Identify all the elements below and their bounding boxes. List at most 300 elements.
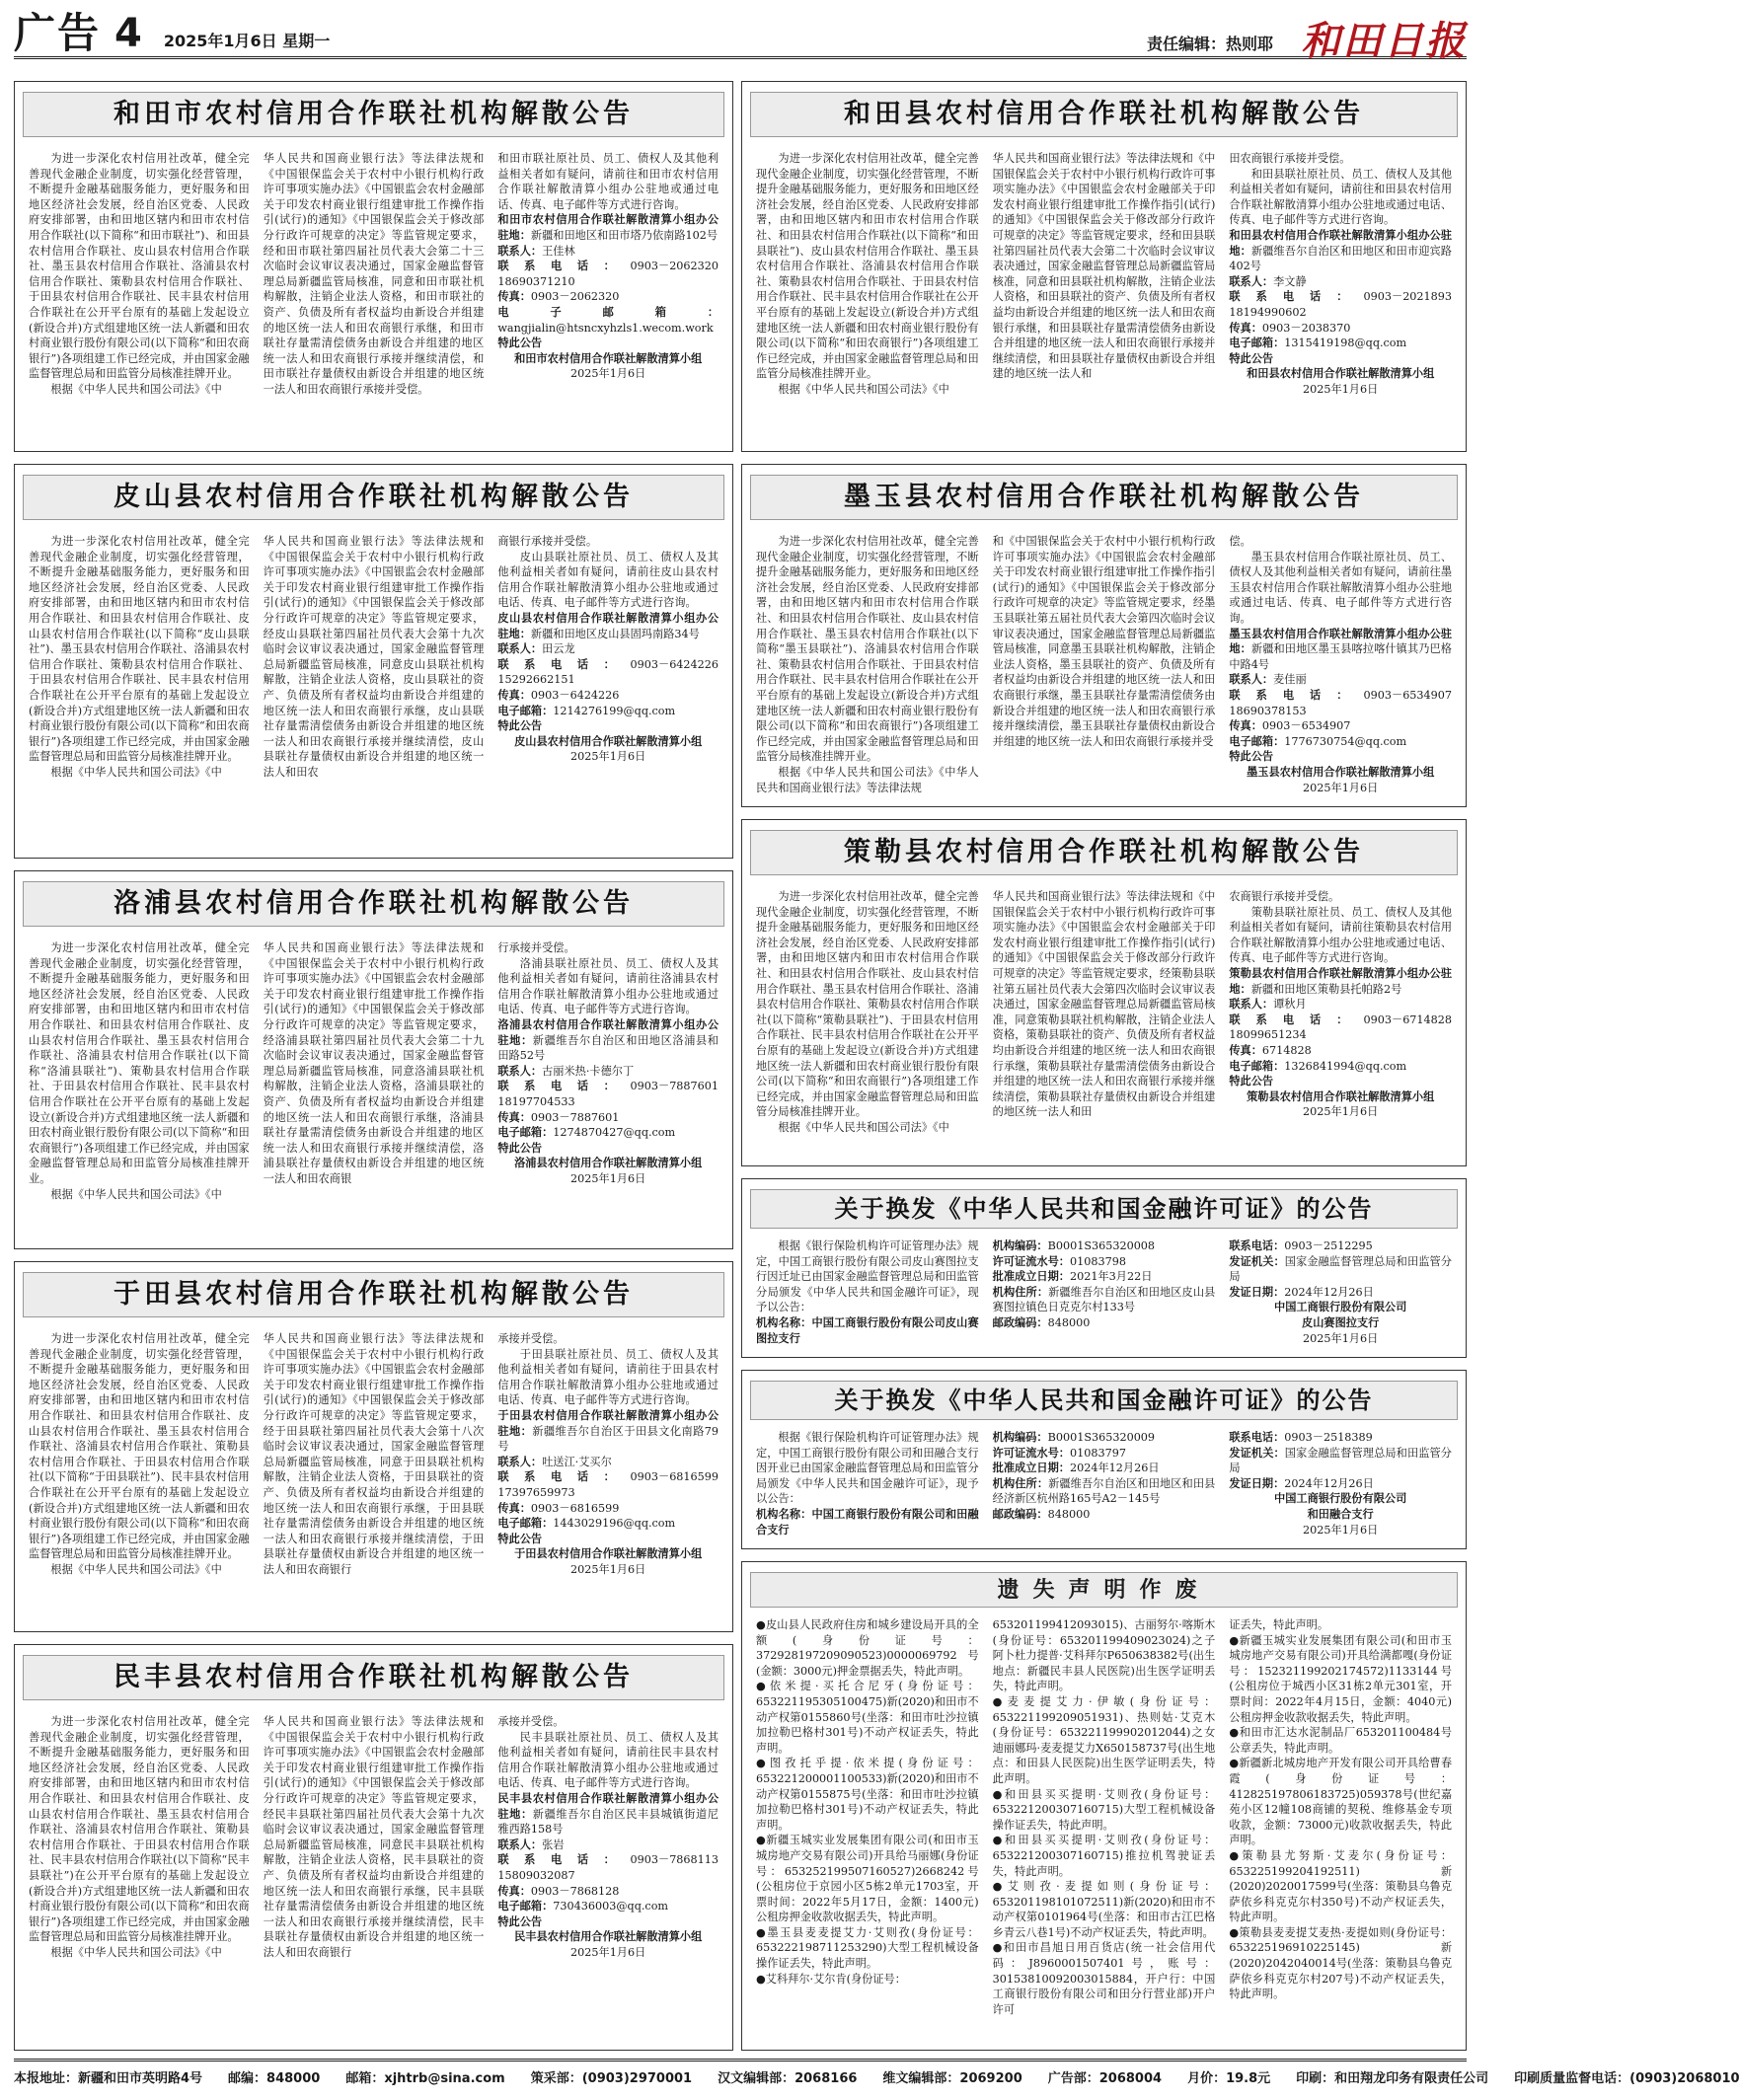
lost-notice-item: ●和田县买买提明·艾则孜(身份证号：653221200307160715)大型工程机械设备操作证丢失，特此声明。	[992, 1787, 1216, 1832]
license-field-value: 新疆维吾尔自治区和田地区和田县经济新区杭州路165号A2－145号	[992, 1476, 1216, 1506]
lost-title: 遗失声明作废	[750, 1572, 1458, 1608]
license-field-value: 2024年12月26日	[1070, 1462, 1160, 1475]
page-header	[14, 9, 1467, 64]
license-field	[993, 1238, 1216, 1254]
contact-line	[497, 1064, 719, 1080]
contact-line	[497, 305, 719, 336]
contact-line	[497, 336, 719, 351]
contact-key: 联系电话：	[497, 1079, 631, 1093]
footer-item: 印刷：和田翔龙印务有限责任公司	[1296, 2071, 1489, 2086]
announcement-paragraph: 根据《中华人民共和国公司法》《中	[50, 1187, 222, 1201]
announcement-column	[756, 151, 979, 441]
announcement-title: 和田县农村信用合作联社机构解散公告	[750, 92, 1458, 137]
contact-key: 特此公告	[497, 1140, 543, 1155]
newspaper-logo: 和田日报	[1301, 18, 1467, 64]
contact-key: 传真：	[1229, 718, 1262, 733]
contact-line	[1229, 687, 1475, 718]
contact-key: 电子邮箱：	[1229, 1058, 1285, 1073]
lost-notice-item: ●新疆玉城实业发展集团有限公司(和田市玉城房地产交易有限公司)开具给满都嘎(身份证号：152321199202174572)1133144号(公租房位于城西小区31栋2单元301室，开票时间：2022年4月15日，金额：4040元)公租房押金收款收据丢失，特此声明。	[1229, 1633, 1453, 1724]
announcement-paragraph: 商银行承接并受偿。	[497, 535, 598, 548]
contact-key: 墨玉县农村信用合作联社解散清算小组办公驻地：	[1229, 626, 1453, 656]
announcement-title: 于田县农村信用合作联社机构解散公告	[23, 1272, 724, 1317]
contact-value: 1214276199@qq.com	[553, 704, 676, 717]
license-1-intro: 根据《银行保险机构许可证管理办法》规定，中国工商银行股份有限公司皮山赛图拉支行因迁址已由国家金融监督管理总局和田监管分局颁发《中华人民共和国金融许可证》，现予以公告：	[756, 1239, 979, 1314]
announcement-paragraph: 华人民共和国商业银行法》等法律法规和《中国银保监会关于农村中小银行机构行政许可事项实施办法》《中国银监会农村金融部关于印发农村商业银行组建审批工作操作指引(试行)的通知》《中国银保监会关于修改部分行政许可规章的决定》等监管规定要求，经皮山县联社第四届社员代表大会第十九次临时会议审议表决通过，国家金融监督管理总局新疆监管局核准，同意皮山县联社机构解散，注销企业法人资格，皮山县联社的资产、负债及所有者权益均由新设合并组建的地区统一法人和田农商银行承继，皮山县联社存量需清偿债务由新设合并组建的地区统一法人和田农商银行承接并继续清偿，皮山县联社存量债权由新设合并组建的地区统一法人和田农	[263, 535, 485, 779]
contact-line	[1229, 321, 1452, 337]
footer-item: 印刷质量监督电话：(0903)2068010	[1514, 2071, 1740, 2086]
license-field-value: 848000	[1047, 1315, 1091, 1329]
license-field-key: 联系电话：	[1229, 1238, 1285, 1252]
license-field-key: 发证日期：	[1229, 1475, 1285, 1490]
lost-notice-item: ●和田市汇达水泥制品厂653201100484号公章丢失，特此声明。	[1229, 1726, 1453, 1755]
license-1-org-name: 机构名称：中国工商银行股份有限公司皮山赛图拉支行	[756, 1314, 979, 1345]
contact-line	[497, 1017, 719, 1064]
announcement-paragraph: 为进一步深化农村信用社改革，健全完善现代金融企业制度，切实强化经营管理，不断提升金融基础服务能力，更好服务和田地区经济社会发展，经自治区党委、人民政府安排部署，由和田地区辖内和田市农村信用合作联社、和田县农村信用合作联社、皮山县农村信用合作联社、墨玉县农村信用合作联社、洛浦县农村信用合作联社、策勒县农村信用合作联社(以下简称“策勒县联社”)、于田县农村信用合作联社、民丰县农村信用合作联社在公开平台原有的基础上发起设立(新设合并)方式组建地区统一法人新疆和田农村商业银行股份有限公司(以下简称“和田农商银行”)各项组建工作已经完成，并由国家金融监督管理总局和田监管分局核准挂牌开业。	[756, 890, 979, 1119]
signature: 墨玉县农村信用合作联社解散清算小组	[1247, 764, 1435, 779]
announcement-paragraph: 为进一步深化农村信用社改革，健全完善现代金融企业制度，切实强化经营管理，不断提升金融基础服务能力，更好服务和田地区经济社会发展，经自治区党委、人民政府安排部署，由和田地区辖内和田市农村信用合作联社、和田县农村信用合作联社、皮山县农村信用合作联社、墨玉县农村信用合作联社、洛浦县农村信用合作联社、策勒县农村信用合作联社、于田县农村信用合作联社(以下简称“于田县联社”)、民丰县农村信用合作联社在公开平台原有的基础上发起设立(新设合并)方式组建地区统一法人新疆和田农村商业银行股份有限公司(以下简称“和田农商银行”)各项组建工作已经完成，并由国家金融监督管理总局和田监管分局核准挂牌开业。	[29, 1332, 250, 1561]
license-field-key: 批准成立日期：	[992, 1269, 1070, 1284]
contact-key: 电子邮箱：	[497, 1899, 554, 1913]
announcement-moyu	[741, 464, 1475, 807]
lost-notice-item: ●麦麦提艾力·伊敏(身份证号：653221199209051931)、热则姑·艾克木(身份证号：653221199902012044)之女迪丽娜玛·麦麦提艾力X650158737号(出生地点：和田县人民医院)出生医学证明丢失，特此声明。	[992, 1694, 1216, 1785]
announcement-paragraph: 为进一步深化农村信用社改革，健全完善现代金融企业制度，切实强化经营管理，不断提升金融基础服务能力，更好服务和田地区经济社会发展，经自治区党委、人民政府安排部署，由和田地区辖内和田市农村信用合作联社、和田县农村信用合作联社、皮山县农村信用合作联社、墨玉县农村信用合作联社、洛浦县农村信用合作联社(以下简称“洛浦县联社”)、策勒县农村信用合作联社、于田县农村信用合作联社、民丰县农村信用合作联社在公开平台原有的基础上发起设立(新设合并)方式组建地区统一法人新疆和田农村商业银行股份有限公司(以下简称“和田农商银行”)各项组建工作已经完成，并由国家金融监督管理总局和田监管分局核准挂牌开业。	[29, 941, 250, 1185]
contact-line	[1229, 672, 1452, 688]
announcement-column	[29, 1331, 250, 1621]
announcement-column	[497, 151, 741, 441]
footer-item: 策采部：(0903)2970001	[530, 2071, 693, 2086]
contact-value: 1443029196@qq.com	[553, 1517, 676, 1531]
announcement-paragraph: 墨玉县农村信用合作联社原社员、员工、债权人及其他利益相关者如有疑问，请前往墨玉县农村信用合作联社解散清算小组办公驻地或通过电话、传真、电子邮件等方式进行咨询。	[1229, 550, 1453, 625]
contact-line	[497, 289, 719, 305]
license-field-value: 0903－2518389	[1284, 1431, 1373, 1444]
contact-value: 0903－7868113 15809032087	[497, 1853, 741, 1882]
announcement-date: 2025年1月6日	[570, 1171, 646, 1185]
contact-key: 特此公告	[497, 1913, 543, 1928]
license-2-col3-list	[1229, 1430, 1452, 1491]
contact-key: 联系人：	[497, 641, 543, 656]
announcement-paragraph: 偿。	[1229, 535, 1251, 548]
license-2-date: 2025年1月6日	[1303, 1523, 1379, 1537]
announcement-column	[993, 889, 1216, 1156]
announcement-column	[29, 1714, 250, 2040]
license-field-value: 2024年12月26日	[1284, 1476, 1374, 1490]
contact-key: 联系电话：	[497, 1852, 631, 1867]
announcement-paragraph: 根据《中华人民共和国公司法》《中	[50, 1562, 222, 1576]
announcement-paragraph: 于田县联社原社员、员工、债权人及其他利益相关者如有疑问，请前往于田县农村信用合作联社解散清算小组办公驻地或通过电话、传真、电子邮件等方式进行咨询。	[497, 1347, 719, 1407]
contact-line	[497, 688, 719, 704]
announcement-yutian	[14, 1261, 741, 1632]
contact-line	[497, 1884, 719, 1900]
announcement-date: 2025年1月6日	[570, 1562, 646, 1576]
license-field	[1229, 1238, 1452, 1254]
contact-value: 0903－6424226	[530, 688, 620, 702]
license-field	[1229, 1430, 1452, 1446]
announcement-paragraph: 华人民共和国商业银行法》等法律法规和《中国银保监会关于农村中小银行机构行政许可事项实施办法》《中国银监会农村金融部关于印发农村商业银行组建审批工作操作指引(试行)的通知》《中国银保监会关于修改部分行政许可规章的决定》等监管规定要求，经洛浦县联社第四届社员代表大会第二十九次临时会议审议表决通过，国家金融监督管理总局新疆监管局核准，同意洛浦县联社机构解散，注销企业法人资格，洛浦县联社的资产、负债及所有者权益均由新设合并组建的地区统一法人和田农商银行承继，洛浦县联社存量需清偿债务由新设合并组建的地区统一法人和田农商银行承接并继续清偿，洛浦县联社存量债权由新设合并组建的地区统一法人和田农商银	[263, 941, 485, 1185]
license-field-key: 许可证流水号：	[992, 1253, 1070, 1268]
lost-col3	[1229, 1617, 1452, 2040]
announcement-title: 墨玉县农村信用合作联社机构解散公告	[750, 475, 1458, 520]
contact-line	[1229, 627, 1452, 673]
contact-key: 联系电话：	[1229, 687, 1364, 702]
announcement-paragraph: 华人民共和国商业银行法》等法律法规和《中国银保监会关于农村中小银行机构行政许可事项实施办法》《中国银监会农村金融部关于印发农村商业银行组建审批工作操作指引(试行)的通知》《中国银保监会关于修改部分行政许可规章的决定》等监管规定要求，经民丰县联社第四届社员代表大会第十九次临时会议审议表决通过，国家金融监督管理总局新疆监管局核准，同意民丰县联社机构解散，注销企业法人资格，民丰县联社的资产、负债及所有者权益均由新设合并组建的地区统一法人和田农商银行承继，民丰县联社存量需清偿债务由新设合并组建的地区统一法人和田农商银行承接并继续清偿，民丰县联社存量债权由新设合并组建的地区统一法人和田农商银行	[263, 1715, 485, 1959]
footer-item: 月价：19.8元	[1187, 2071, 1271, 2086]
responsible-editor: 责任编辑：热则耶	[1146, 35, 1273, 53]
announcement-paragraph: 为进一步深化农村信用社改革，健全完善现代金融企业制度，切实强化经营管理，不断提升金融基础服务能力，更好服务和田地区经济社会发展，经自治区党委、人民政府安排部署，由和田地区辖内和田市农村信用合作联社、和田县农村信用合作联社、皮山县农村信用合作联社、墨玉县农村信用合作联社、洛浦县农村信用合作联社、策勒县农村信用合作联社、于田县农村信用合作联社、民丰县农村信用合作联社(以下简称“民丰县联社”)在公开平台原有的基础上发起设立(新设合并)方式组建地区统一法人新疆和田农村商业银行股份有限公司(以下简称“和田农商银行”)各项组建工作已经完成，并由国家金融监督管理总局和田监管分局核准挂牌开业。	[29, 1715, 250, 1944]
contact-value: 0903－6534907	[1261, 719, 1351, 733]
contact-value: 1315419198@qq.com	[1284, 337, 1407, 350]
license-field-key: 邮政编码：	[992, 1506, 1048, 1521]
contact-value: 麦佳丽	[1273, 673, 1307, 687]
contact-line	[497, 259, 741, 289]
announcement-paragraph: 承接并受偿。	[497, 1715, 565, 1728]
contact-value: 0903－6816599	[530, 1501, 620, 1515]
contact-key: 和田市农村信用合作联社解散清算小组办公驻地：	[497, 212, 719, 242]
contact-line	[1229, 274, 1452, 290]
footer-item: 汉文编辑部：2068166	[718, 2071, 858, 2086]
contact-key: 电子邮箱：	[497, 304, 719, 319]
license-2-intro: 根据《银行保险机构许可证管理办法》规定，中国工商银行股份有限公司和田融合支行因开业已由国家金融监督管理总局和田监管分局颁发《中华人民共和国金融许可证》，现予以公告：	[756, 1431, 979, 1506]
contact-line	[1229, 1074, 1452, 1089]
contact-key: 民丰县农村信用合作联社解散清算小组办公驻地：	[497, 1790, 719, 1821]
contact-value: 1776730754@qq.com	[1284, 734, 1407, 748]
announcement-column	[29, 940, 250, 1238]
page-footer	[14, 2059, 1740, 2086]
contact-key: 特此公告	[1229, 1074, 1274, 1088]
contact-value: 0903－7868128	[530, 1884, 620, 1898]
contact-key: 联系电话：	[1229, 1012, 1364, 1026]
announcement-paragraph: 行承接并受偿。	[497, 941, 575, 954]
contact-value: 新疆维吾尔自治区和田地区洛浦县和田路52号	[497, 1033, 719, 1063]
contact-line	[1229, 1043, 1452, 1059]
license-field-value: B0001S365320008	[1047, 1239, 1156, 1252]
license-2-col2	[993, 1430, 1216, 1538]
license-field	[993, 1254, 1216, 1270]
announcement-paragraph: 华人民共和国商业银行法》等法律法规和《中国银保监会关于农村中小银行机构行政许可事项实施办法》《中国银监会农村金融部关于印发农村商业银行组建审批工作操作指引(试行)的通知》《中国银保监会关于修改部分行政许可规章的决定》等监管规定要求，经和田市联社第四届社员代表大会第二十三次临时会议审议表决通过，国家金融监督管理总局新疆监管局核准，同意和田市联社机构解散，注销企业法人资格，和田市联社的资产、负债及所有者权益均由新设合并组建的地区统一法人和田农商银行承继，和田市联社存量需清偿债务由新设合并组建的地区统一法人和田农商银行承接并继续清偿，和田市联社存量债权由新设合并组建的地区统一法人和田农商银行承接并受偿。	[263, 152, 485, 396]
announcement-paragraph: 策勒县联社原社员、员工、债权人及其他利益相关者如有疑问，请前往策勒县农村信用合作联社解散清算小组办公驻地或通过电话、传真、电子邮件等方式进行咨询。	[1229, 905, 1453, 965]
contact-key: 特此公告	[1229, 749, 1274, 764]
contact-line	[497, 1838, 719, 1853]
contact-line	[1229, 336, 1452, 351]
contact-value: 新疆和田地区墨玉县喀拉喀什镇其乃巴格中路4号	[1229, 642, 1452, 671]
contact-value: 0903－7887601 18197704533	[497, 1080, 741, 1108]
announcement-luopu	[14, 870, 741, 1249]
contact-value: 古丽米热·卡德尔丁	[542, 1064, 635, 1078]
contact-key: 特此公告	[497, 336, 543, 350]
signature: 洛浦县农村信用合作联社解散清算小组	[514, 1156, 703, 1170]
contact-key: 联系人：	[497, 243, 543, 258]
contact-line	[1229, 734, 1452, 750]
license-field	[1229, 1285, 1452, 1301]
lost-notice-item: ●新疆玉城实业发展集团有限公司(和田市玉城房地产交易有限公司)开具给马丽娜(身份证号：653252199507160527)2668242号(公租房位于京园小区5栋2单元1703室，开票时间：2022年5月17日，金额：1400元)公租房押金收款收据丢失，特此声明。	[756, 1834, 979, 1924]
contact-key: 联系电话：	[497, 656, 631, 671]
contact-line	[497, 1455, 719, 1470]
license-1-col1	[756, 1238, 979, 1347]
announcement-paragraph: 民丰县联社原社员、员工、债权人及其他利益相关者如有疑问，请前往民丰县农村信用合作联社解散清算小组办公驻地或通过电话、传真、电子邮件等方式进行咨询。	[497, 1730, 719, 1790]
contact-line	[497, 704, 719, 719]
contact-value: 6714828	[1261, 1043, 1312, 1057]
license-field-key: 邮政编码：	[992, 1314, 1048, 1329]
contact-key: 电子邮箱：	[497, 703, 554, 717]
contact-line	[1229, 749, 1452, 765]
section-title: 广告	[14, 9, 102, 57]
announcement-title: 策勒县农村信用合作联社机构解散公告	[750, 830, 1458, 875]
announcement-date: 2025年1月6日	[570, 367, 646, 381]
lost-notice-item: 653201199412093015)、古丽努尔·喀斯木(身份证号：653201199409023024)之子阿卜杜力提普·艾科拜尔P650638382号(出生地点：新疆民丰县人民医院)出生医学证明丢失，特此声明。	[992, 1618, 1216, 1693]
announcement-column	[264, 151, 485, 441]
contact-line	[497, 1852, 741, 1883]
announcement-column	[497, 534, 741, 848]
contact-line	[497, 718, 719, 734]
lost-notice-item: ●墨玉县麦麦提艾力·艾则孜(身份证号：653222198711253290)大型工程机械设备操作证丢失，特此声明。	[756, 1925, 979, 1971]
announcement-paragraph: 承接并受偿。	[497, 1332, 565, 1345]
license-1-sign1: 中国工商银行股份有限公司	[1274, 1300, 1407, 1314]
contact-key: 传真：	[1229, 320, 1262, 335]
license-field	[993, 1446, 1216, 1462]
signature: 民丰县农村信用合作联社解散清算小组	[514, 1929, 703, 1944]
announcement-column	[497, 1714, 741, 2040]
announcement-column	[29, 534, 250, 848]
signature: 策勒县农村信用合作联社解散清算小组	[1247, 1088, 1435, 1103]
contact-key: 联系人：	[497, 1837, 543, 1851]
license-field-value: 848000	[1047, 1507, 1091, 1521]
license-field	[1229, 1446, 1452, 1476]
footer-item: 邮箱：xjhtrb@sina.com	[345, 2071, 505, 2086]
lost-notice-item: ●新疆新北城房地产开发有限公司开具给曹春霞(身份证号：412825197806183725)059378号(世纪嘉苑小区12幢108商铺的契税、维修基金专项收款，金额：73000元)收款收据丢失，特此声明。	[1229, 1757, 1453, 1847]
page-number: 4	[114, 11, 142, 56]
lost-notice-item: ●艾科拜尔·艾尔肯(身份证号：	[756, 1972, 906, 1986]
announcement-pishan	[14, 464, 741, 859]
contact-line	[497, 611, 719, 641]
contact-key: 联系人：	[1229, 273, 1274, 288]
footer-item: 维文编辑部：2069200	[882, 2071, 1022, 2086]
announcement-cele	[741, 819, 1475, 1166]
contact-value: 王佳林	[542, 244, 575, 258]
license-field	[993, 1285, 1216, 1315]
lost-notice-item: 证丢失，特此声明。	[1229, 1618, 1329, 1631]
announcement-date: 2025年1月6日	[570, 750, 646, 764]
license-1-sign2: 皮山赛图拉支行	[1302, 1314, 1380, 1329]
contact-line	[1229, 718, 1452, 734]
license-field-key: 批准成立日期：	[992, 1461, 1070, 1475]
contact-line	[497, 1125, 719, 1141]
announcement-title: 和田市农村信用合作联社机构解散公告	[23, 92, 724, 137]
announcement-title: 皮山县农村信用合作联社机构解散公告	[23, 475, 724, 520]
license-field-key: 发证机关：	[1229, 1445, 1285, 1460]
contact-line	[497, 1899, 719, 1914]
announcement-paragraph: 根据《中华人民共和国公司法》《中	[778, 1120, 949, 1134]
publish-date: 2025年1月6日 星期一	[163, 32, 331, 50]
license-field-key: 许可证流水号：	[992, 1445, 1070, 1460]
license-field-key: 联系电话：	[1229, 1430, 1285, 1444]
announcement-column	[756, 889, 979, 1156]
contact-value: 张岩	[542, 1838, 565, 1851]
contact-value: 田云龙	[542, 642, 575, 656]
contact-value: 0903－6714828 18099651234	[1229, 1012, 1475, 1042]
license-field-key: 发证日期：	[1229, 1284, 1285, 1299]
footer-item: 本报地址：新疆和田市英明路4号	[14, 2071, 203, 2086]
announcement-column	[756, 534, 979, 796]
announcement-column	[1229, 151, 1475, 441]
license-field-value: 01083798	[1070, 1254, 1126, 1268]
announcement-column	[993, 534, 1216, 796]
lost-notice-item: ●策勒县尤努斯·艾麦尔(身份证号：653225199204192511)新(2020)2020017599号(坐落：策勒县乌鲁克萨依乡科克克尔村350号)不动产权证丢失，特此声明。	[1229, 1848, 1453, 1924]
contact-key: 联系电话：	[497, 259, 631, 273]
announcement-paragraph: 华人民共和国商业银行法》等法律法规和《中国银保监会关于农村中小银行机构行政许可事项实施办法》《中国银监会农村金融部关于印发农村商业银行组建审批工作操作指引(试行)的通知》《中国银保监会关于修改部分行政许可规章的决定》等监管规定要求，经于田县联社第四届社员代表大会第十八次临时会议审议表决通过，国家金融监督管理总局新疆监管局核准，同意于田县联社机构解散，注销企业法人资格，于田县联社的资产、负债及所有者权益均由新设合并组建的地区统一法人和田农商银行承继，于田县联社存量需清偿债务由新设合并组建的地区统一法人和田农商银行承接并继续清偿，于田县联社存量债权由新设合并组建的地区统一法人和田农商银行	[263, 1332, 485, 1576]
contact-key: 特此公告	[497, 1531, 543, 1545]
contact-key: 传真：	[497, 1109, 531, 1124]
lost-notice-item: ●艾则孜·麦提如则(身份证号：653201198101072511)新(2020)和田市不动产权第0101964号(坐落：和田市古江巴格乡青云八巷1号)不动产权证丢失，特此声明。	[992, 1880, 1216, 1939]
contact-key: 传真：	[497, 1500, 531, 1515]
contact-key: 于田县农村信用合作联社解散清算小组办公驻地：	[497, 1407, 719, 1438]
announcement-paragraph: 和《中国银保监会关于农村中小银行机构行政许可事项实施办法》《中国银监会农村金融部关于印发农村商业银行组建审批工作操作指引(试行)的通知》《中国银保监会关于修改部分行政许可规章的决定》等监管规定要求，经墨玉县联社第五届社员代表大会第四次临时会议审议表决通过，国家金融监督管理总局新疆监管局核准，同意墨玉县联社机构解散，注销企业法人资格，墨玉县联社的资产、负债及所有者权益均由新设合并组建的地区统一法人和田农商银行承继，墨玉县联社存量需清偿债务由新设合并组建的地区统一法人和田农商银行承接并继续清偿，墨玉县联社存量债权由新设合并组建的地区统一法人和田农商银行承接并受	[992, 535, 1216, 748]
contact-key: 传真：	[497, 687, 531, 702]
announcement-paragraph: 和田市联社原社员、员工、债权人及其他利益相关者如有疑问，请前往和田市农村信用合作联社解散清算小组办公驻地或通过电话、传真、电子邮件等方式进行咨询。	[497, 152, 719, 211]
license-2-title: 关于换发《中华人民共和国金融许可证》的公告	[750, 1381, 1458, 1420]
announcement-column	[497, 940, 741, 1238]
lost-notice-item: ●和田市昌旭日用百货店(统一社会信用代码：J8960001507401号，账号：30153810092003015884，开户行：中国工商银行股份有限公司和田分行营业部)开户许可	[992, 1941, 1216, 2016]
signature: 于田县农村信用合作联社解散清算小组	[514, 1546, 703, 1561]
license-field-key: 机构住所：	[992, 1475, 1049, 1490]
announcement-paragraph: 华人民共和国商业银行法》等法律法规和《中国银保监会关于农村中小银行机构行政许可事项实施办法》《中国银监会农村金融部关于印发农村商业银行组建审批工作操作指引(试行)的通知》《中国银保监会关于修改部分行政许可规章的决定》等监管规定要求，经策勒县联社第五届社员代表大会第四次临时会议审议表决通过，国家金融监督管理总局新疆监管局核准，同意策勒县联社机构解散，注销企业法人资格，策勒县联社的资产、负债及所有者权益均由新设合并组建的地区统一法人和田农商银行承继，策勒县联社存量需清偿债务由新设合并组建的地区统一法人和田农商银行承接并继续清偿，策勒县联社存量债权由新设合并组建的地区统一法人和田	[992, 890, 1216, 1119]
announcement-paragraph: 和田县联社原社员、员工、债权人及其他利益相关者如有疑问，请前往和田县农村信用合作联社解散清算小组办公驻地或通过电话、传真、电子邮件等方式进行咨询。	[1229, 167, 1453, 227]
contact-key: 和田县农村信用合作联社解散清算小组办公驻地：	[1229, 227, 1453, 258]
announcement-date: 2025年1月6日	[1303, 781, 1379, 794]
announcement-column	[993, 151, 1216, 441]
lost-notice-item: ●图孜托乎提·依米提(身份证号：653221200001100533)新(2020)和田市不动产权第0155875号(坐落：和田市吐沙拉镇加拉勒巴格村301号)不动产权证丢失，特此声明。	[756, 1757, 979, 1832]
contact-value: 730436003@qq.com	[553, 1900, 669, 1913]
announcement-column	[29, 151, 250, 441]
contact-line	[1229, 966, 1452, 997]
license-field	[1229, 1476, 1452, 1492]
license-announcement-1	[741, 1178, 1467, 1358]
contact-key: 传真：	[497, 1883, 531, 1898]
contact-value: 李文静	[1273, 274, 1307, 288]
contact-value: wangjialin@htsncxyhzls1.wecom.work	[497, 321, 714, 335]
license-field-value: 国家金融监督管理总局和田监管分局	[1229, 1254, 1452, 1284]
contact-key: 特此公告	[497, 718, 543, 733]
contact-value: 0903－7887601	[530, 1110, 620, 1124]
license-field-value: 0903－2512295	[1284, 1239, 1373, 1252]
signature: 和田市农村信用合作联社解散清算小组	[514, 350, 703, 365]
announcement-paragraph: 皮山县联社原社员、员工、债权人及其他利益相关者如有疑问，请前往皮山县农村信用合作联社解散清算小组办公驻地或通过电话、传真、电子邮件等方式进行咨询。	[497, 550, 719, 610]
contact-line	[1229, 1059, 1452, 1075]
announcement-paragraph: 华人民共和国商业银行法》等法律法规和《中国银保监会关于农村中小银行机构行政许可事项实施办法》《中国银监会农村金融部关于印发农村商业银行组建审批工作操作指引(试行)的通知》《中国银保监会关于修改部分行政许可规章的决定》等监管规定要求，经和田县联社第四届社员代表大会第二十次临时会议审议表决通过，国家金融监督管理总局新疆监管局核准，同意和田县联社机构解散，注销企业法人资格，和田县联社的资产、负债及所有者权益均由新设合并组建的地区统一法人和田农商银行承继，和田县联社存量需清偿债务由新设合并组建的地区统一法人和田农商银行承接并继续清偿，和田县联社存量债权由新设合并组建的地区统一法人和	[992, 152, 1216, 381]
contact-value: 0903－2038370	[1261, 321, 1351, 335]
contact-value: 0903－2062320	[530, 290, 620, 304]
announcement-hetian-county	[741, 81, 1475, 452]
lost-col2	[993, 1617, 1216, 2040]
contact-line	[1229, 1012, 1475, 1043]
announcement-paragraph: 农商银行承接并受偿。	[1229, 890, 1340, 903]
announcement-column	[264, 1714, 485, 2040]
contact-key: 联系电话：	[497, 1469, 631, 1484]
license-field-value: B0001S365320009	[1047, 1431, 1156, 1444]
announcement-paragraph: 田农商银行承接并受偿。	[1229, 152, 1351, 165]
contact-value: 新疆和田地区和田市塔乃依南路102号	[530, 228, 719, 242]
lost-notice-item: ●策勒县麦麦提艾麦热·麦提如则(身份证号：653225196910225145)新(2020)2042040014号(坐落：策勒县乌鲁克萨依乡科克克尔村207号)不动产权证丢失，特此声明。	[1229, 1925, 1453, 2001]
contact-key: 联系人：	[497, 1454, 543, 1468]
contact-line	[497, 1408, 719, 1455]
announcement-paragraph: 为进一步深化农村信用社改革，健全完善现代金融企业制度，切实强化经营管理，不断提升金融基础服务能力，更好服务和田地区经济社会发展，经自治区党委、人民政府安排部署，由和田地区辖内和田市农村信用合作联社、和田县农村信用合作联社、皮山县农村信用合作联社、墨玉县农村信用合作联社(以下简称“墨玉县联社”)、洛浦县农村信用合作联社、策勒县农村信用合作联社、于田县农村信用合作联社、民丰县农村信用合作联社在公开平台原有的基础上发起设立(新设合并)方式组建地区统一法人新疆和田农村商业银行股份有限公司(以下简称“和田农商银行”)各项组建工作已经完成，并由国家金融监督管理总局和田监管分局核准挂牌开业。	[756, 535, 979, 764]
contact-value: 1326841994@qq.com	[1284, 1059, 1407, 1073]
announcement-date: 2025年1月6日	[1303, 382, 1379, 396]
license-field-key: 机构编码：	[992, 1238, 1048, 1252]
license-1-col2	[993, 1238, 1216, 1347]
license-2-sign2: 和田融合支行	[1307, 1506, 1374, 1521]
contact-value: 新疆和田地区皮山县固玛南路34号	[530, 627, 700, 640]
contact-key: 电子邮箱：	[497, 1516, 554, 1531]
contact-line	[497, 1501, 719, 1517]
contact-key: 电子邮箱：	[1229, 336, 1285, 350]
license-2-org-name: 机构名称：中国工商银行股份有限公司和田融合支行	[756, 1506, 979, 1537]
license-1-title: 关于换发《中华人民共和国金融许可证》的公告	[750, 1189, 1458, 1229]
announcement-paragraph: 根据《中华人民共和国公司法》《中	[778, 382, 949, 396]
contact-key: 联系电话：	[1229, 289, 1364, 304]
announcement-title: 洛浦县农村信用合作联社机构解散公告	[23, 881, 724, 927]
license-field	[1229, 1254, 1452, 1285]
contact-line	[1229, 351, 1452, 367]
announcement-paragraph: 根据《中华人民共和国公司法》《中	[50, 382, 222, 396]
license-2-col1	[756, 1430, 979, 1538]
contact-value: 新疆和田地区策勒县托帕路2号	[1250, 982, 1402, 996]
license-field	[993, 1430, 1216, 1446]
license-1-col3	[1229, 1238, 1452, 1347]
contact-key: 电子邮箱：	[1229, 733, 1285, 748]
contact-key: 联系人：	[1229, 997, 1274, 1012]
contact-value: 0903－6816599 17397659973	[497, 1470, 741, 1499]
announcement-hetian-city	[14, 81, 741, 452]
signature: 皮山县农村信用合作联社解散清算小组	[514, 733, 703, 748]
contact-line	[497, 1079, 741, 1109]
announcement-title: 民丰县农村信用合作联社机构解散公告	[23, 1655, 724, 1700]
license-field	[993, 1461, 1216, 1476]
contact-value: 新疆维吾尔自治区民丰县城镇街道尼雅西路158号	[497, 1807, 719, 1837]
license-field-value: 2024年12月26日	[1284, 1285, 1374, 1299]
announcement-column	[264, 940, 485, 1238]
license-field-value: 2021年3月22日	[1070, 1270, 1153, 1284]
license-field-key: 发证机关：	[1229, 1253, 1285, 1268]
license-2-sign1: 中国工商银行股份有限公司	[1274, 1491, 1407, 1506]
contact-key: 联系人：	[497, 1063, 543, 1078]
license-field	[993, 1269, 1216, 1285]
license-field-key: 机构编码：	[992, 1430, 1048, 1444]
lost-notice-item: ●皮山县人民政府住房和城乡建设局开具的全额(身份证号：372928197209090523)0000069792号(金额：3000元)押金票据丢失，特此声明。	[756, 1618, 979, 1678]
announcement-paragraph: 根据《中华人民共和国公司法》《中	[50, 1945, 222, 1959]
announcement-column	[497, 1331, 741, 1621]
contact-line	[497, 244, 719, 260]
announcement-minfeng	[14, 1644, 741, 2051]
announcement-date: 2025年1月6日	[1303, 1105, 1379, 1119]
announcement-date: 2025年1月6日	[570, 1945, 646, 1959]
contact-value: 0903－2062320 18690371210	[497, 260, 741, 288]
contact-value: 1274870427@qq.com	[553, 1126, 676, 1140]
contact-key: 策勒县农村信用合作联社解散清算小组办公驻地：	[1229, 965, 1453, 996]
announcement-paragraph: 为进一步深化农村信用社改革，健全完善现代金融企业制度，切实强化经营管理，不断提升金融基础服务能力，更好服务和田地区经济社会发展，经自治区党委、人民政府安排部署，由和田地区辖内和田市农村信用合作联社、和田县农村信用合作联社(以下简称“和田县联社”)、皮山县农村信用合作联社、墨玉县农村信用合作联社、洛浦县农村信用合作联社、策勒县农村信用合作联社、于田县农村信用合作联社、民丰县农村信用合作联社在公开平台原有的基础上发起设立(新设合并)方式组建地区统一法人新疆和田农村商业银行股份有限公司(以下简称“和田农商银行”)各项组建工作已经完成，并由国家金融监督管理总局和田监管分局核准挂牌开业。	[756, 152, 979, 381]
lost-col1	[756, 1617, 979, 2040]
license-field-value: 国家金融监督管理总局和田监管分局	[1229, 1446, 1452, 1475]
license-2-col3	[1229, 1430, 1452, 1538]
announcement-paragraph: 为进一步深化农村信用社改革，健全完善现代金融企业制度，切实强化经营管理，不断提升金融基础服务能力，更好服务和田地区经济社会发展，经自治区党委、人民政府安排部署，由和田地区辖内和田市农村信用合作联社(以下简称“和田市联社”)、和田县农村信用合作联社、皮山县农村信用合作联社、墨玉县农村信用合作联社、洛浦县农村信用合作联社、策勒县农村信用合作联社、于田县农村信用合作联社、民丰县农村信用合作联社在公开平台原有的基础上发起设立(新设合并)方式组建地区统一法人新疆和田农村商业银行股份有限公司(以下简称“和田农商银行”)各项组建工作已经完成，并由国家金融监督管理总局和田监管分局核准挂牌开业。	[29, 152, 250, 381]
contact-line	[497, 1791, 719, 1838]
license-announcement-2	[741, 1370, 1467, 1549]
contact-line	[1229, 228, 1452, 274]
lost-notice-item: ●依米提·买托合尼牙(身份证号：653221195305100475)新(2020)和田市不动产权第0155860号(坐落：和田市吐沙拉镇加拉勒巴格村301号)不动产权证丢失，特此声明。	[756, 1680, 979, 1755]
announcement-paragraph: 洛浦县联社原社员、员工、债权人及其他利益相关者如有疑问，请前往洛浦县农村信用合作联社解散清算小组办公驻地或通过电话、传真、电子邮件等方式进行咨询。	[497, 956, 719, 1016]
contact-key: 特此公告	[1229, 350, 1274, 365]
contact-key: 传真：	[497, 289, 531, 304]
announcement-paragraph: 根据《中华人民共和国公司法》《中华人民共和国商业银行法》等法律法规	[756, 765, 979, 794]
license-field	[993, 1476, 1216, 1507]
